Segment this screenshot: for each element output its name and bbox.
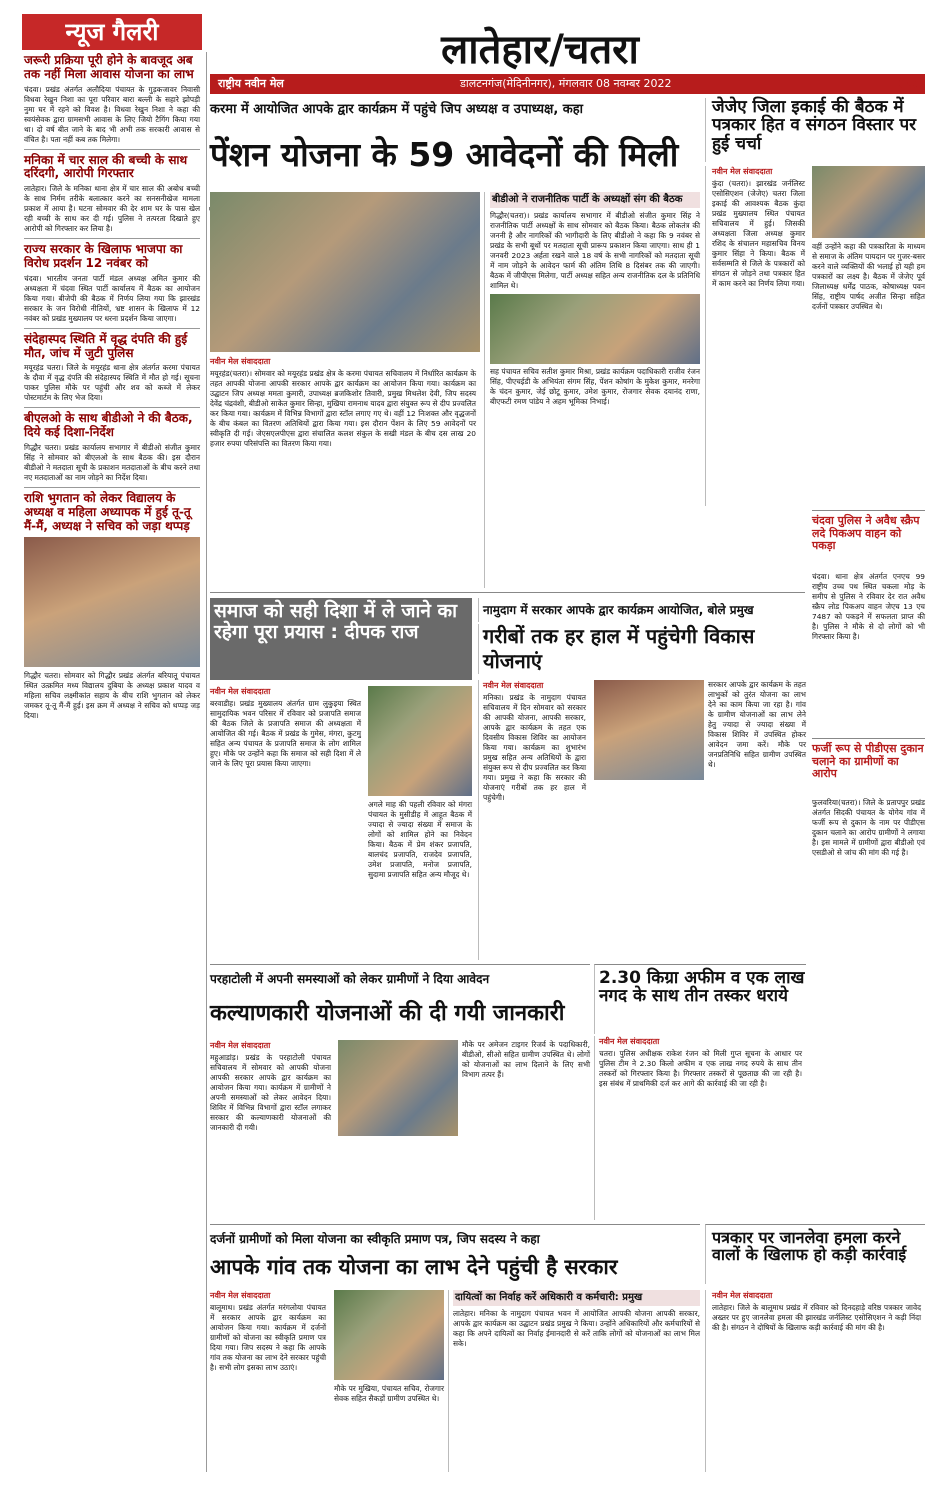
gallery-headline: बीएलओ के साथ बीडीओ ने की बैठक, दिये कई दिशा-निर्देश	[24, 411, 193, 440]
paper-name: राष्ट्रीय नवीन मेल	[218, 77, 284, 90]
byline: नवीन मेल संवाददाता	[210, 687, 271, 696]
lead-story	[210, 356, 480, 586]
gallery-body: मयूरहंड चतरा। जिले के मयूरहंड थाना क्षेत्र अंतर्गत करमा पंचायत के दौवा में वृद्ध दंपति की संदेहास्पद स्थिति में मौत हो गई। सूचना पाकर पुलिस मौके पर पहुंची और शव को कब्जे में लेकर पोस्टमार्टम के लिए भेज दिया।	[24, 363, 200, 403]
balumath-kicker: दर्जनों ग्रामीणों को मिला योजना का स्वीकृति प्रमाण पत्र, जिप सदस्य ने कहा	[210, 1232, 540, 1246]
jjey-continued	[812, 242, 925, 506]
pds-story	[812, 798, 925, 1038]
deepak-story	[210, 686, 365, 958]
jjey-headline-wrap	[705, 98, 925, 162]
opium-body: चतरा। पुलिस अधीक्षक राकेश रंजन को मिली गुप्त सूचना के आधार पर पुलिस टीम ने 2.30 किलो अफीम व एक लाख नगद रुपये के साथ तीन तस्करों को गिरफ्तार किया है। गिरफ्तार तस्करों से पूछताछ की जा रही है। इस संबंध में प्राथमिकी दर्ज कर आगे की कार्रवाई की जा रही है।	[599, 1049, 802, 1088]
duty-body: लातेहार। मनिका के नामुदाग पंचायत भवन में आयोजित आपकी योजना आपकी सरकार, आपके द्वार कार्यक्रम का उद्घाटन प्रखंड प्रमुख ने किया। उन्होंने अधिकारियों और कर्मचारियों से कहा कि अपने दायित्वों का निर्वाह ईमानदारी से करें ताकि लोगों को योजनाओं का लाभ मिल सके।	[453, 1308, 700, 1348]
parhatoli-story	[210, 1040, 335, 1220]
byline: नवीन मेल संवाददाता	[712, 167, 773, 176]
news-gallery-column	[22, 52, 207, 1472]
gallery-story	[24, 243, 200, 324]
duty-headline: दायित्वों का निर्वाह करें अधिकारी व कर्मचारी: प्रमुख	[453, 1290, 700, 1306]
byline: नवीन मेल संवाददाता	[210, 357, 271, 366]
balumath-continued	[334, 1384, 444, 1472]
jjey-body-2: वहीं उन्होंने कहा की पत्रकारिता के माध्यम से समाज के अंतिम पायदान पर गुजर-बसर करने वाले व्यक्तियों की भलाई हो यही हम पत्रकारों का लक्ष्य है। बैठक में जेजेए पूर्व जिलाध्यक्ष धर्मेंद्र पाठक, कोषाध्यक्ष पवन सिंह, राष्ट्रीय पार्षद अजीत सिन्हा सहित दर्जनों पत्रकार उपस्थित थे।	[812, 242, 925, 311]
byline: नवीन मेल संवाददाता	[599, 1037, 660, 1046]
deepak-body: बरवाडीह। प्रखंड मुख्यालय अंतर्गत ग्राम लुकुइया स्थित सामुदायिक भवन परिसर में रविवार को प्रजापति समाज की बैठक जिले के प्रजापति समाज की अध्यक्षता में आयोजित की गई। बैठक में प्रखंड के गुमेस, मंगरा, कुटमु सहित अन्य पंचायत के प्रजापति समाज के लोग शामिल हुए। मौके पर उन्होंने कहा कि समाज को सही दिशा में ले जाने के लिए पूरा प्रयास किया जाएगा।	[210, 699, 361, 768]
dateline-bar	[210, 74, 925, 94]
byline: नवीन मेल संवाददाता	[210, 1041, 271, 1050]
lead-body: मयूरहंड(चतरा)। सोमवार को मयूरहंड प्रखंड क्षेत्र के करमा पंचायत सचिवालय में निर्धारित कार्यक्रम के तहत आपकी योजना आपकी सरकार आपके द्वार कार्यक्रम का आयोजन किया गया। कार्यक्रम का उद्घाटन जिप अध्यक्ष ममता कुमारी, उपाध्यक्ष ब्रजकिशोर तिवारी, प्रमुख मिथलेश देवी, जिप सदस्य देवेंद्र चंद्रवंशी, बीडीओ साकेत कुमार सिन्हा, मुखिया रामनाथ यादव द्वारा संयुक्त रूप से दीप प्रज्वलित कर किया गया। कार्यक्रम में विभिन्न विभागों द्वारा स्टॉल लगाए गए थे। वहीं 12 निःशक्त और वृद्धजनों के बीच कंबल का वितरण अतिथियों द्वारा किया गया। इस दौरान पेंशन के लिए 59 आवेदनों पर स्वीकृति दी गई। जेएसएलपीएस द्वारा संचालित कलश संकुल के सखी मंडल के बीच दस लाख 20 हजार रुपया परिसंपत्ति का वितरण किया गया।	[210, 369, 476, 448]
balumath-body: बालूमाथ। प्रखंड अंतर्गत मरंगलोया पंचायत में सरकार आपके द्वार कार्यक्रम का आयोजन किया गया। कार्यक्रम में दर्जनों ग्रामीणों को योजना का स्वीकृति प्रमाण पत्र दिया गया। जिप सदस्य ने कहा कि आपके गांव तक योजना का लाभ देने सरकार पहुंची है। सभी लोग इसका लाभ उठाएं।	[210, 1303, 326, 1372]
gallery-headline: मनिका में चार साल की बच्ची के साथ दरिंदगी, आरोपी गिरफ्तार	[24, 152, 188, 181]
gallery-body: गिद्धौर चतरा। प्रखंड कार्यालय सभागार में बीडीओ संजीत कुमार सिंह ने सोमवार को बीएलओ के साथ बैठक की। इस दौरान बीडीओ ने मतदाता सूची के प्रकाशन मतदाताओं के बीच करने तथा नए मतदाताओं का नाम जोड़ने का निर्देश दिया।	[24, 442, 200, 482]
bdo-sub-body: सह पंचायत सचिव सतीश कुमार मिश्रा, प्रखंड कार्यक्रम पदाधिकारी राजीव रंजन सिंह, पीएचईडी के अभियंता संगम सिंह, पेंशन कोषांग के मुकेश कुमार, मनरेगा के चंदन कुमार, जेई छोटू कुमार, उमेश कुमार, रोजगार सेवक दयानंद राणा, बीएफटी रमण पांडेय ने अहम भूमिका निभाई।	[490, 366, 700, 406]
gallery-story	[24, 412, 200, 483]
lead-photo	[210, 192, 480, 352]
parhatoli-body-2: मौके पर अमेजन टाइगर रिजर्व के पदाधिकारी, बीडीओ, सीओ सहित ग्रामीण उपस्थित थे। लोगों को योजनाओं का लाभ दिलाने के लिए सभी विभाग तत्पर हैं।	[462, 1040, 590, 1079]
parhatoli-body: महुआडांड़। प्रखंड के परहाटोली पंचायत सचिवालय में सोमवार को आपकी योजना आपकी सरकार आपके द्वार कार्यक्रम का आयोजन किया गया। कार्यक्रम में ग्रामीणों ने अपनी समस्याओं को लेकर आवेदन दिया। शिविर में विभिन्न विभागों द्वारा स्टॉल लगाकर सरकार की कल्याणकारी योजनाओं की जानकारी दी गयी।	[210, 1053, 331, 1132]
balumath-photo	[334, 1290, 444, 1380]
byline: नवीन मेल संवाददाता	[712, 1291, 773, 1300]
gallery-headline: राज्य सरकार के खिलाफ भाजपा का विरोध प्रदर्शन 12 नवंबर को	[24, 242, 183, 270]
manika-photo	[594, 680, 704, 780]
pds-body: फुलवरिया(चतरा)। जिले के प्रतापपुर प्रखंड अंतर्गत सिदकी पंचायत के योगेय गांव में फर्जी रूप से दुकान के नाम पर पीडीएस दुकान चलाने का आरोप ग्रामीणों ने लगाया है। इस मामले में ग्रामीणों द्वारा बीडीओ एवं एसडीओ से जांच की मांग की गई है।	[812, 798, 925, 857]
deepak-body-2: अगले माह की पहली रविवार को मंगरा पंचायत के मुसीडीह में आहूत बैठक में ज्यादा से ज्यादा संख्या में समाज के लोगों को शामिल होने का निवेदन किया। बैठक में प्रेम शंकर प्रजापति, बालचंद प्रजापति, राजदेव प्रजापति, उमेश प्रजापति, मनोज प्रजापति, सुदामा प्रजापति सहित अन्य मौजूद थे।	[368, 800, 472, 879]
patrakar-headline: पत्रकार पर जानलेवा हमला करने वालों के खिलाफ हो कड़ी कार्रवाई	[712, 1228, 907, 1265]
jjey-body: कुंदा (चतरा)। झारखंड जर्नलिस्ट एसोसिएशन (जेजेए) चतरा जिला इकाई की आवश्यक बैठक कुंदा प्रखंड मुख्यालय स्थित पंचायत सचिवालय में हुई। जिसकी अध्यक्षता जिला अध्यक्ष कुमार रशिद के संचालन महासचिव विनय कुमार सिंहा ने किया। बैठक में सर्वसम्मति से जिले के पत्रकारों को संगठन से जोड़ने तथा पत्रकार हित में काम करने का निर्णय लिया गया।	[712, 179, 805, 288]
gallery-body: लातेहार। जिले के मनिका थाना क्षेत्र में चार साल की अबोध बच्ची के साथ निर्मम तरीके बलात्कार करने का सनसनीखेज मामला प्रकाश में आया है। घटना सोमवार की देर शाम घर के पास खेल रही बच्ची के साथ कर दी गई। पुलिस ने तत्परता दिखाते हुए आरोपी को गिरफ्तार कर लिया है।	[24, 184, 200, 234]
gallery-story	[24, 492, 200, 721]
deepak-photo	[368, 686, 472, 796]
parhatoli-headline: कल्याणकारी योजनाओं की दी गयी जानकारी	[210, 1001, 565, 1026]
balumath-body-2: मौके पर मुखिया, पंचायत सचिव, रोजगार सेवक सहित सैकड़ों ग्रामीण उपस्थित थे।	[334, 1384, 444, 1403]
page-section-title: लातेहार/चतरा	[441, 27, 639, 73]
patrakar-headline-wrap	[705, 1224, 925, 1284]
gallery-body: चंदवा। भारतीय जनता पार्टी मंडल अध्यक्ष अमित कुमार की अध्यक्षता में चंदवा स्थित पार्टी कार्यालय में बैठक का आयोजन किया गया। बीजेपी की बैठक में निर्णय लिया गया कि झारखंड सरकार के जन विरोधी नीतियों, भ्रष्ट शासन के खिलाफ में 12 नवंबर को प्रखंड मुख्यालय पर धरना प्रदर्शन किया जाएगा।	[24, 273, 200, 323]
balumath-headline: आपके गांव तक योजना का लाभ देने पहुंची है सरकार	[210, 1255, 618, 1279]
dateline: डालटनगंज(मेदिनीनगर), मंगलवार 08 नवम्बर 2022	[460, 77, 672, 90]
byline: नवीन मेल संवाददाता	[483, 681, 544, 690]
jjey-story	[705, 166, 809, 506]
balumath-story	[210, 1290, 330, 1472]
opium-headline: 2.30 किग्रा अफीम व एक लाख नगद के साथ तीन तस्कर धराये	[599, 968, 805, 1007]
manika-body-2: सरकार आपके द्वार कार्यक्रम के तहत लाभुकों को तुरंत योजना का लाभ देने का काम किया जा रहा है। गांव के ग्रामीण योजनाओं का लाभ लेने हेतु ज्यादा से ज्यादा संख्या में विकास शिविर में उपस्थित होकर आवेदन जमा करें। मौके पर जनप्रतिनिधि सहित ग्रामीण उपस्थित थे।	[708, 680, 806, 769]
gallery-story	[24, 154, 200, 235]
gallery-body: चंदवा। प्रखंड अंतर्गत अलौदिया पंचायत के गुड़कजावर निवासी विधवा रेखुन निशा का पूरा परिवार बारा बल्ली के सहारे झोपड़ी नुमा घर में रहने को विवश है। विधवा रेखुन निशा ने कहा की स्वयंसेवक द्वारा ग्रामसभी आवास के लिए जियो टैगिंग किया गया था। दो वर्ष बीत जाने के बाद भी अभी तक सरकारी आवास से वंचित है। पता नहीं कब तक मिलेगा।	[24, 84, 200, 144]
chandwa-body: चंदवा। थाना क्षेत्र अंतर्गत एनएच 99 राष्ट्रीय उच्च पथ स्थित चकला मोड़ के समीप से पुलिस ने रविवार देर रात अवैध स्क्रैप लोड पिकअप वाहन जेएच 13 एच 7487 को पकड़ने में सफलता प्राप्त की है। पुलिस ने मौके से दो लोगों को भी गिरफ्तार किया है।	[812, 572, 925, 641]
manika-kicker: नामुदाग में सरकार आपके द्वार कार्यक्रम आयोजित, बोले प्रमुख	[478, 598, 806, 622]
gallery-headline: संदेहास्पद स्थिति में वृद्ध दंपति की हुई मौत, जांच में जुटी पुलिस	[24, 331, 188, 360]
pds-headline: फर्जी रूप से पीडीएस दुकान चलाने का ग्रामीणों का आरोप	[812, 742, 924, 781]
jjey-headline: जेजेए जिला इकाई की बैठक में पत्रकार हित व संगठन विस्तार पर हुई चर्चा	[712, 97, 917, 154]
manika-body: मनिका। प्रखंड के नामुदाग पंचायत सचिवालय में दिन सोमवार को सरकार की आपकी योजना, आपकी सरकार, आपके द्वार कार्यक्रम के तहत एक दिवसीय विकास शिविर का आयोजन किया गया। कार्यक्रम का शुभारंभ प्रमुख सहित अन्य अतिथियों के द्वारा संयुक्त रूप से दीप प्रज्वलित कर किया गया। प्रमुख ने कहा कि सरकार की योजनाएं गरीबों तक हर हाल में पहुंचेगी।	[483, 693, 586, 802]
manika-story	[478, 680, 590, 960]
parhatoli-photo	[338, 1040, 458, 1136]
parhatoli-continued	[462, 1040, 590, 1220]
manika-headline: गरीबों तक हर हाल में पहुंचेगी विकास योजनाएं	[478, 624, 806, 674]
chandwa-headline: चंदवा पुलिस ने अवैध स्क्रैप लदे पिकअप वाहन को पकड़ा	[812, 514, 920, 553]
jjey-photo	[812, 166, 925, 238]
gallery-story	[24, 333, 200, 404]
lead-kicker: करमा में आयोजित आपके द्वार कार्यक्रम में पहुंचे जिप अध्यक्ष व उपाध्यक्ष, कहा	[210, 102, 584, 117]
bdo-headline: बीडीओ ने राजनीतिक पार्टी के अध्यक्षों संग की बैठक	[490, 192, 700, 208]
bdo-body: गिद्धौर(चतरा)। प्रखंड कार्यालय सभागार में बीडीओ संजीत कुमार सिंह ने राजनीतिक पार्टी अध्यक्षों के साथ सोमवार को बैठक किया। बैठक लोकतंत्र की जननी है और नागरिकों की भागीदारी के लिए बीडीओ ने कहा कि 9 नवंबर से प्रखंड के सभी बूथों पर मतदाता सूची प्रारूप प्रकाशन किया जाएगा। साथ ही 1 जनवरी 2023 अर्हता रखने वाले 18 वर्ष के सभी नागरिकों को मतदाता सूची में नाम जोड़ने के आवेदन फार्म की अंतिम तिथि 8 दिसंबर तक की जाएगी। बैठक में जीपीएस मिलेगा, पार्टी अध्यक्ष सहित अन्य राजनीतिक दल के प्रतिनिधि शामिल थे।	[490, 210, 700, 290]
chandwa-story	[812, 572, 925, 732]
gallery-body: गिद्धौर चतरा। सोमवार को गिद्धौर प्रखंड अंतर्गत बरियातू पंचायत स्थित उत्क्रमित मध्य विद्यालय दुबिया के अध्यक्ष प्रकाश यादव व महिला सचिव लक्ष्मीकांत सहाय के बीच राशि भुगतान को लेकर जमकर तू-तू मैं-मैं हुई। इस क्रम में अध्यक्ष ने सचिव को थप्पड़ जड़ दिया।	[24, 671, 200, 721]
bdo-photo	[490, 294, 700, 364]
deepak-headline-wrap	[210, 598, 472, 680]
lead-headline: पेंशन योजना के 59 आवेदनों की मिली	[210, 135, 679, 174]
page-number: 05	[898, 76, 918, 92]
patrakar-body: लातेहार। जिले के बालूमाथ प्रखंड में रविवार को दिनदहाड़े वरिष्ठ पत्रकार जावेद अख्तर पर हुए जानलेवा हमला की झारखंड जर्नलिस्ट एसोसिएशन ने कड़ी निंदा की है। संगठन ने दोषियों के खिलाफ कड़ी कार्रवाई की मांग की है।	[712, 1303, 921, 1332]
chandwa-headline-wrap	[812, 510, 925, 570]
pds-headline-wrap	[812, 738, 925, 798]
gallery-story	[24, 54, 200, 145]
byline: नवीन मेल संवाददाता	[210, 1291, 271, 1300]
manika-continued	[708, 680, 806, 960]
gallery-headline: राशि भुगतान को लेकर विद्यालय के अध्यक्ष व महिला अध्यापक में हुई तू-तू मैं-मैं, अध्यक्ष ने सचिव को जड़ा थप्पड़	[24, 490, 191, 533]
opium-headline-wrap	[594, 964, 806, 1034]
gallery-headline: जरूरी प्रक्रिया पूरी होने के बावजूद अब तक नहीं मिला आवास योजना का लाभ	[24, 53, 194, 81]
bdo-meeting-box	[484, 192, 700, 588]
opium-story	[594, 1036, 806, 1220]
school-photo	[24, 537, 200, 667]
parhatoli-kicker: परहाटोली में अपनी समस्याओं को लेकर ग्रामीणों ने दिया आवेदन	[210, 972, 490, 986]
deepak-headline: समाज को सही दिशा में ले जाने का रहेगा पूरा प्रयास : दीपक राज	[214, 600, 458, 643]
duty-box	[448, 1290, 700, 1472]
patrakar-story	[705, 1290, 925, 1472]
news-gallery-header: न्यूज गैलरी	[22, 14, 202, 50]
deepak-continued	[368, 800, 472, 958]
